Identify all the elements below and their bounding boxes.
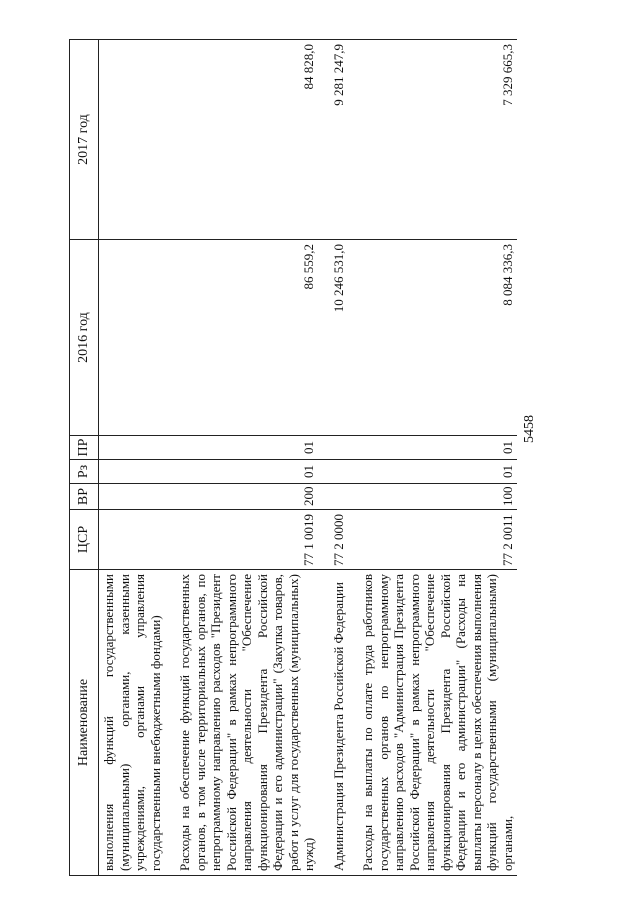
- row-csr: 77 2 0000: [329, 510, 349, 570]
- table-row: [329, 40, 349, 876]
- row-2017: [99, 40, 166, 240]
- row-2016: 8 084 336,3: [358, 240, 517, 436]
- row-pr: 01: [358, 436, 517, 460]
- row-2016: 86 559,2: [175, 240, 319, 436]
- row-csr: 77 1 0019: [175, 510, 319, 570]
- table-header-row: [70, 40, 99, 876]
- table-row: [175, 40, 319, 876]
- row-spacer: [165, 40, 175, 876]
- row-name: выполнения функций государственными (муниципальными) органами, казенными учреждениями, органами управления государственными внебюджетными фондами): [99, 570, 166, 876]
- header-vr: ВР: [70, 484, 99, 510]
- row-name: Администрация Президента Российской Федерации: [329, 570, 349, 876]
- header-pr: ПР: [70, 436, 99, 460]
- header-2017: 2017 год: [70, 40, 99, 240]
- row-spacer: [348, 40, 358, 876]
- row-2016: 10 246 531,0: [329, 240, 349, 436]
- table-row: [99, 40, 166, 876]
- header-rz: Рз: [70, 460, 99, 484]
- header-name: Наименование: [70, 570, 99, 876]
- row-name: Расходы на обеспечение функций государственных органов, в том числе территориальных органов, по непрограммному направлению расходов "Президент Российской Федерации" в рамках непрограммного направления деятельности "Обеспечение функционирования Президента Российской Федерации и его администрации" (Закупка товаров, работ и услуг для государственных (муниципальных) нужд): [175, 570, 319, 876]
- row-pr: 01: [175, 436, 319, 460]
- row-vr: 100: [358, 484, 517, 510]
- row-2017: 84 828,0: [175, 40, 319, 240]
- row-vr: [99, 484, 166, 510]
- row-pr: [329, 436, 349, 460]
- row-rz: 01: [175, 460, 319, 484]
- page-number: 5458: [522, 415, 537, 443]
- row-2017: 9 281 247,9: [329, 40, 349, 240]
- rotated-table-region: [69, 40, 605, 876]
- row-rz: [99, 460, 166, 484]
- row-spacer: [319, 40, 329, 876]
- budget-table: [69, 39, 517, 876]
- row-vr: [329, 484, 349, 510]
- row-2017: 7 329 665,3: [358, 40, 517, 240]
- row-rz: [329, 460, 349, 484]
- row-pr: [99, 436, 166, 460]
- header-csr: ЦСР: [70, 510, 99, 570]
- row-rz: 01: [358, 460, 517, 484]
- row-name: Расходы на выплаты по оплате труда работников государственных органов по непрограммному направлению расходов "Администрация Президента Российской Федерации" в рамках непрограммного направления деятельности "Обеспечение функционирования Президента Российской Федерации и его администрации" (Расходы на выплаты персоналу в целях обеспечения выполнения функций государственными (муниципальными) органами,: [358, 570, 517, 876]
- row-2016: [99, 240, 166, 436]
- table-row: [358, 40, 517, 876]
- row-vr: 200: [175, 484, 319, 510]
- row-csr: 77 2 0011: [358, 510, 517, 570]
- row-csr: [99, 510, 166, 570]
- header-2016: 2016 год: [70, 240, 99, 436]
